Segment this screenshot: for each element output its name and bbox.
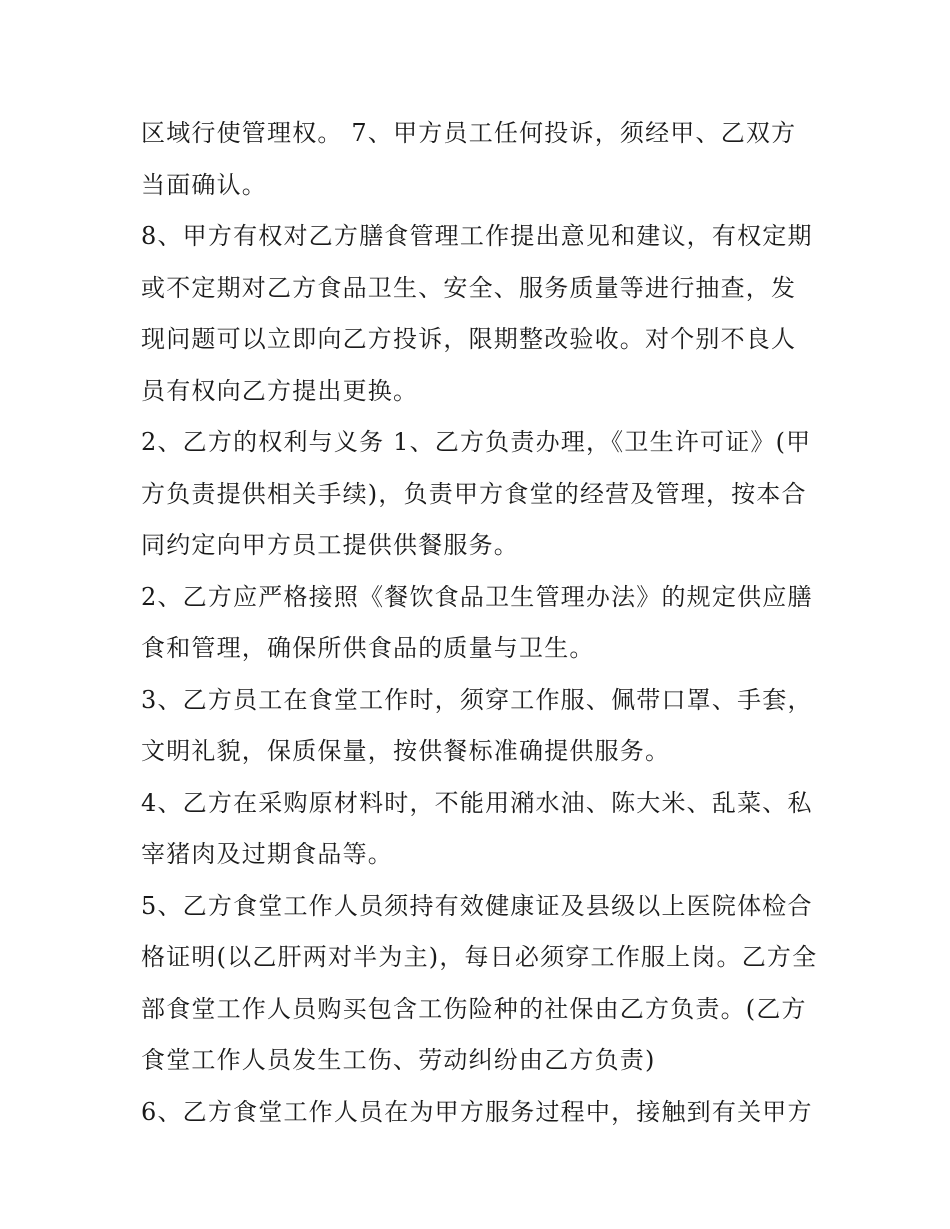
- paragraph-3: 2、乙方的权利与义务 1、乙方负责办理，《卫生许可证》(甲方负责提供相关手续)，负责甲方食堂的经营及管理，按本合同约定向甲方员工提供供餐服务。: [141, 428, 812, 559]
- paragraph-4: 2、乙方应严格接照《餐饮食品卫生管理办法》的规定供应膳食和管理，确保所供食品的质量与卫生。: [141, 582, 813, 662]
- document-body: [141, 108, 821, 1138]
- paragraph-5: 3、乙方员工在食堂工作时，须穿工作服、佩带口罩、手套，文明礼貌，保质保量，按供餐标准确提供服务。: [141, 685, 813, 765]
- paragraph-1: 区域行使管理权。 7、甲方员工任何投诉，须经甲、乙双方当面确认。: [141, 119, 797, 199]
- paragraph-8: 6、乙方食堂工作人员在为甲方服务过程中，接触到有关甲方: [141, 1097, 813, 1126]
- paragraph-2: 8、甲方有权对乙方膳食管理工作提出意见和建议，有权定期或不定期对乙方食品卫生、安全、服务质量等进行抽查，发现问题可以立即向乙方投诉，限期整改验收。对个别不良人员有权向乙方提出更换。: [141, 222, 813, 405]
- paragraph-6: 4、乙方在采购原材料时，不能用潲水油、陈大米、乱菜、私宰猪肉及过期食品等。: [141, 788, 813, 868]
- paragraph-7: 5、乙方食堂工作人员须持有效健康证及县级以上医院体检合格证明(以乙肝两对半为主)，每日必须穿工作服上岗。乙方全部食堂工作人员购买包含工伤险种的社保由乙方负责。(乙方食堂工作人员发生工伤、劳动纠纷由乙方负责): [141, 891, 818, 1074]
